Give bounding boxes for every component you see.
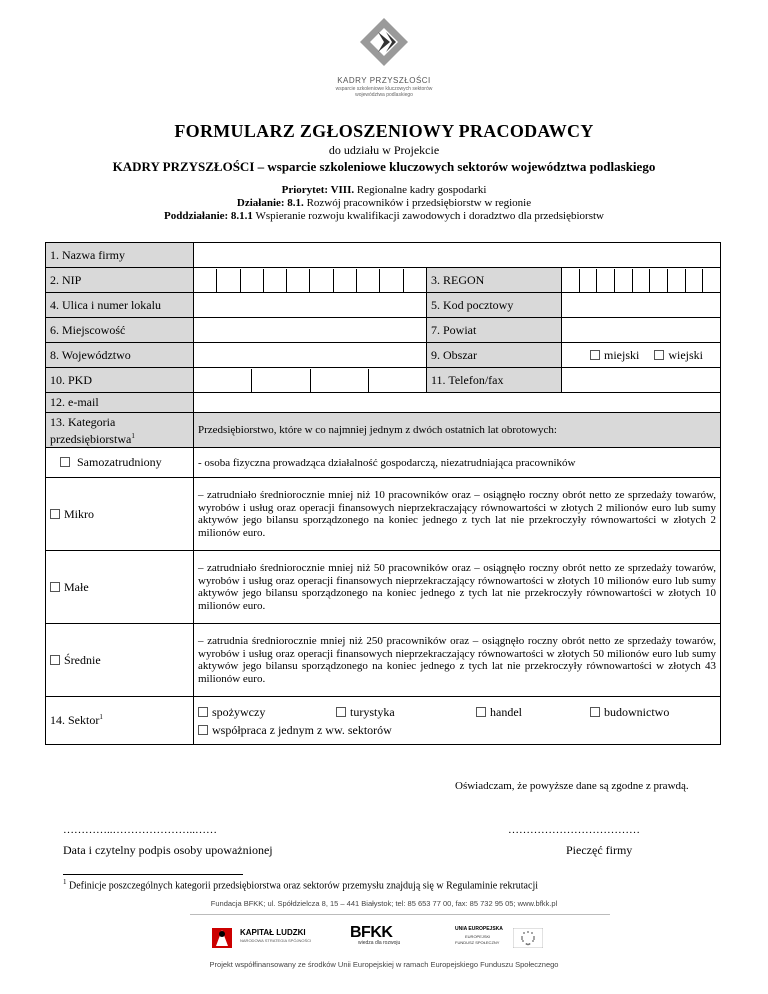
label-nip: 2. NIP — [46, 268, 194, 293]
footnote: $^1$ Definicje poszczególnych kategorii przedsiębiorstwa oraz sektorów przemysłu znajdują się w Regulaminie rekrutacji — [63, 878, 538, 892]
area-rural-option[interactable]: wiejski — [654, 348, 703, 362]
category-medium-desc: – zatrudnia średniorocznie mniej niż 250 pracowników oraz – osiągnęło roczny obrót netto ze sprzedaży towarów, wyrobów i usług oraz operacji finansowych nieprzekraczający równowartości w złotych 50 milionów euro lub sumy aktywów jego bilansu sporządzonego na koniec jednego z tych lat nie przekroczyły równowartości w złotych 43 milionów euro. — [194, 624, 721, 697]
label-phone: 11. Telefon/fax — [427, 368, 562, 393]
email-field[interactable] — [194, 393, 721, 413]
checkbox-icon[interactable] — [50, 509, 60, 519]
signature-line: …………..…………………..…… — [63, 824, 217, 836]
area-urban-option[interactable]: miejski — [590, 348, 639, 362]
logo-subtitle: wsparcie szkoleniowe kluczowych sektorów województwa podlaskiego — [335, 86, 433, 98]
checkbox-icon[interactable] — [336, 707, 346, 717]
priority-line: Priorytet: VIII. Regionalne kadry gospodarki — [281, 184, 487, 196]
declaration: Oświadczam, że powyższe dane są zgodne z prawdą. — [455, 780, 689, 792]
label-city: 6. Miejscowość — [46, 318, 194, 343]
page-subtitle: do udziału w Projekcie — [328, 143, 440, 157]
phone-field[interactable] — [562, 368, 721, 393]
kapital-ludzki-logo: KAPITAŁ LUDZKI NARODOWA STRATEGIA SPÓJNOŚCI — [210, 924, 320, 952]
category-micro[interactable]: Mikro — [46, 478, 194, 551]
label-postal-code: 5. Kod pocztowy — [427, 293, 562, 318]
foundation-address: Fundacja BFKK; ul. Spółdzielcza 8, 15 – 441 Białystok; tel: 85 653 77 00, fax: 85 732 95 05; www.bfkk.pl — [210, 899, 558, 908]
category-self-employed-desc: - osoba fizyczna prowadząca działalność gospodarczą, niezatrudniająca pracowników — [194, 448, 721, 478]
label-sector: 14. Sektor$^1$ — [46, 697, 194, 745]
application-form — [45, 242, 721, 745]
sector-cooperation[interactable]: współpraca z jednym z ww. sektorów — [198, 721, 716, 739]
city-field[interactable] — [194, 318, 427, 343]
checkbox-icon[interactable] — [198, 707, 208, 717]
regon-field[interactable] — [562, 268, 721, 293]
eu-flag-icon — [513, 928, 543, 948]
signature-label: Data i czytelny podpis osoby upoważnionej — [63, 843, 273, 857]
checkbox-icon[interactable] — [654, 350, 664, 360]
action-line: Działanie: 8.1. Rozwój pracowników i przedsiębiorstw w regionie — [236, 197, 532, 209]
checkbox-icon[interactable] — [590, 707, 600, 717]
area-options — [562, 343, 721, 368]
logo-title: KADRY PRZYSZŁOŚCI — [337, 76, 431, 85]
pkd-field[interactable] — [194, 368, 427, 393]
project-name: KADRY PRZYSZŁOŚCI – wsparcie szkoleniowe kluczowych sektorów województwa podlaskiego — [112, 159, 656, 174]
checkbox-icon[interactable] — [198, 725, 208, 735]
label-area: 9. Obszar — [427, 343, 562, 368]
sector-tourism[interactable]: turystyka — [336, 703, 395, 721]
voivodeship-field[interactable] — [194, 343, 427, 368]
category-header: Przedsiębiorstwo, które w co najmniej jednym z dwóch ostatnich lat obrotowych: — [194, 413, 721, 448]
company-name-field[interactable] — [194, 243, 721, 268]
sector-construction[interactable]: budownictwo — [590, 703, 669, 721]
kapital-ludzki-icon — [210, 924, 240, 952]
sector-options — [194, 697, 721, 745]
checkbox-icon[interactable] — [50, 655, 60, 665]
category-micro-desc: – zatrudniało średniorocznie mniej niż 10 pracowników oraz – osiągnęło roczny obrót netto ze sprzedaży towarów, wyrobów i usług oraz operacji finansowych nieprzekraczający równowartości w złotych 2 milionów euro lub sumy aktywów jego bilansu sporządzonego na koniec jednego z tych lat nie przekroczyły równowartości w złotych 2 milionów euro. — [194, 478, 721, 551]
cofinance-note: Projekt współfinansowany ze środków Unii Europejskiej w ramach Europejskiego Funduszu Społecznego — [209, 960, 559, 969]
page-title: FORMULARZ ZGŁOSZENIOWY PRACODAWCY — [174, 121, 594, 141]
label-category: 13. Kategoria przedsiębiorstwa$^1$ — [46, 413, 194, 448]
bfkk-logo: BFKK wiedza dla rozwoju — [350, 924, 401, 946]
postal-code-field[interactable] — [562, 293, 721, 318]
eu-logo: UNIA EUROPEJSKA EUROPEJSKI FUNDUSZ SPOŁECZNY — [455, 926, 545, 952]
sector-food[interactable]: spożywczy — [198, 703, 265, 721]
checkbox-icon[interactable] — [476, 707, 486, 717]
label-company-name: 1. Nazwa firmy — [46, 243, 194, 268]
checkbox-icon[interactable] — [590, 350, 600, 360]
label-street: 4. Ulica i numer lokalu — [46, 293, 194, 318]
street-field[interactable] — [194, 293, 427, 318]
category-small[interactable]: Małe — [46, 551, 194, 624]
footer-divider — [190, 914, 610, 915]
stamp-line: ……………………………… — [508, 824, 640, 836]
category-medium[interactable]: Średnie — [46, 624, 194, 697]
checkbox-icon[interactable] — [60, 457, 70, 467]
label-pkd: 10. PKD — [46, 368, 194, 393]
label-voivodeship: 8. Województwo — [46, 343, 194, 368]
kadry-przyszlosci-logo — [338, 14, 430, 74]
footnote-divider — [63, 874, 243, 875]
category-self-employed[interactable]: Samozatrudniony — [46, 448, 194, 478]
category-small-desc: – zatrudniało średniorocznie mniej niż 50 pracowników oraz – osiągnęło roczny obrót netto ze sprzedaży towarów, wyrobów i usług oraz operacji finansowych nieprzekraczający równowartości w złotych 10 milionów euro lub sumy aktywów jego bilansu sporządzonego na koniec jednego z tych lat nie przekroczyły równowartości w złotych 10 milionów euro. — [194, 551, 721, 624]
label-email: 12. e-mail — [46, 393, 194, 413]
sector-trade[interactable]: handel — [476, 703, 522, 721]
checkbox-icon[interactable] — [50, 582, 60, 592]
label-county: 7. Powiat — [427, 318, 562, 343]
county-field[interactable] — [562, 318, 721, 343]
label-regon: 3. REGON — [427, 268, 562, 293]
subaction-line: Poddziałanie: 8.1.1 Wspieranie rozwoju kwalifikacji zawodowych i doradztwo dla przedsiębiorstw — [164, 210, 604, 222]
stamp-label: Pieczęć firmy — [566, 843, 633, 857]
nip-field[interactable] — [194, 268, 427, 293]
